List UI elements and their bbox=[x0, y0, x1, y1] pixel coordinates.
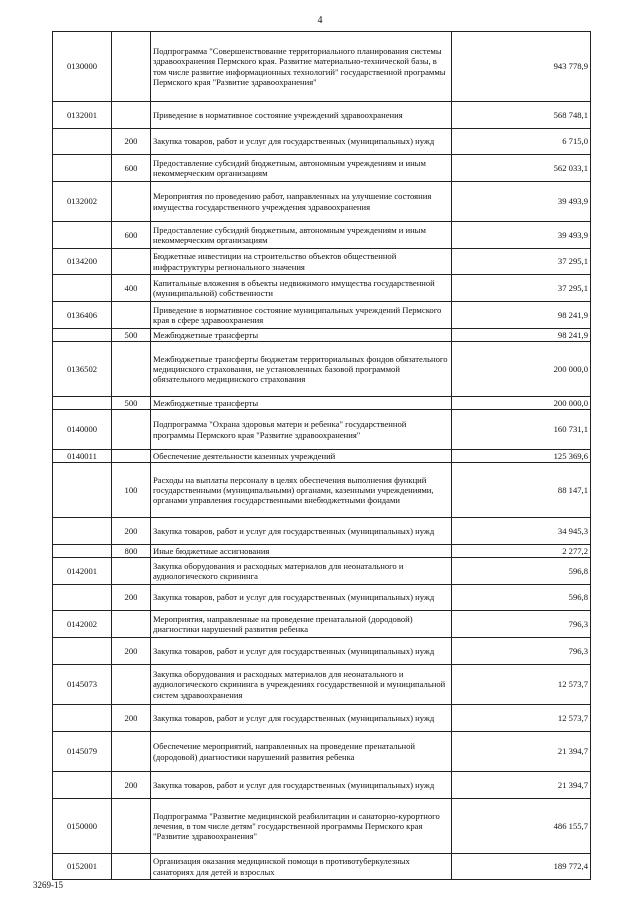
table-row bbox=[53, 705, 591, 732]
row-description-cell: Обеспечение деятельности казенных учреждений bbox=[151, 450, 452, 463]
row-code-cell bbox=[53, 397, 112, 410]
row-description-cell: Приведение в нормативное состояние учреждений здравоохранения bbox=[151, 102, 452, 129]
table-row bbox=[53, 558, 591, 585]
table-row bbox=[53, 611, 591, 638]
row-code-cell bbox=[53, 545, 112, 558]
row-code-cell bbox=[53, 638, 112, 665]
row-code-cell bbox=[53, 129, 112, 155]
row-amount-cell: 562 033,1 bbox=[452, 155, 591, 182]
row-code-cell: 0130000 bbox=[53, 32, 112, 102]
row-expense-type-cell: 200 bbox=[112, 638, 151, 665]
row-description-cell: Бюджетные инвестиции на строительство объектов общественной инфраструктуры регионального значения bbox=[151, 249, 452, 275]
table-row bbox=[53, 275, 591, 302]
row-description-cell: Закупка товаров, работ и услуг для государственных (муниципальных) нужд bbox=[151, 772, 452, 799]
row-expense-type-cell bbox=[112, 182, 151, 222]
page-number: 4 bbox=[317, 15, 323, 26]
row-description-cell: Мероприятия по проведению работ, направленных на улучшение состояния имущества государственного учреждения здравоохранения bbox=[151, 182, 452, 222]
row-code-cell bbox=[53, 518, 112, 545]
row-description-cell: Приведение в нормативное состояние муниципальных учреждений Пермского края в сфере здравоохранения bbox=[151, 302, 452, 329]
row-amount-cell: 88 147,1 bbox=[452, 463, 591, 518]
row-amount-cell: 125 369,6 bbox=[452, 450, 591, 463]
table-row bbox=[53, 410, 591, 450]
row-expense-type-cell: 100 bbox=[112, 463, 151, 518]
row-expense-type-cell bbox=[112, 665, 151, 705]
row-amount-cell: 98 241,9 bbox=[452, 302, 591, 329]
row-description-cell: Закупка товаров, работ и услуг для государственных (муниципальных) нужд bbox=[151, 518, 452, 545]
row-description-cell: Капитальные вложения в объекты недвижимого имущества государственной (муниципальной) собственности bbox=[151, 275, 452, 302]
row-description-cell: Межбюджетные трансферты bbox=[151, 329, 452, 342]
row-amount-cell: 568 748,1 bbox=[452, 102, 591, 129]
row-code-cell: 0145079 bbox=[53, 732, 112, 772]
row-description-cell: Подпрограмма "Совершенствование территориального планирования системы здравоохранения Пермского края. Развитие материально-технической базы, в том числе развитие информационных технологий" государственной программы Пермского края "Развитие здравоохранения" bbox=[151, 32, 452, 102]
row-amount-cell: 37 295,1 bbox=[452, 249, 591, 275]
row-amount-cell: 200 000,0 bbox=[452, 397, 591, 410]
table-row bbox=[53, 397, 591, 410]
row-description-cell: Организация оказания медицинской помощи в противотуберкулезных санаториях для детей и взрослых bbox=[151, 854, 452, 880]
row-amount-cell: 39 493,9 bbox=[452, 182, 591, 222]
row-code-cell: 0145073 bbox=[53, 665, 112, 705]
row-expense-type-cell bbox=[112, 732, 151, 772]
row-expense-type-cell bbox=[112, 558, 151, 585]
row-amount-cell: 21 394,7 bbox=[452, 772, 591, 799]
row-amount-cell: 12 573,7 bbox=[452, 665, 591, 705]
row-amount-cell: 37 295,1 bbox=[452, 275, 591, 302]
table-row bbox=[53, 342, 591, 397]
row-amount-cell: 796,3 bbox=[452, 638, 591, 665]
row-expense-type-cell: 800 bbox=[112, 545, 151, 558]
row-expense-type-cell: 200 bbox=[112, 585, 151, 611]
row-expense-type-cell bbox=[112, 450, 151, 463]
row-code-cell bbox=[53, 585, 112, 611]
row-description-cell: Подпрограмма "Охрана здоровья матери и ребенка" государственной программы Пермского края "Развитие здравоохранения" bbox=[151, 410, 452, 450]
row-description-cell: Иные бюджетные ассигнования bbox=[151, 545, 452, 558]
row-description-cell: Межбюджетные трансферты bbox=[151, 397, 452, 410]
table-row bbox=[53, 249, 591, 275]
row-code-cell bbox=[53, 772, 112, 799]
table-row bbox=[53, 450, 591, 463]
row-code-cell: 0132001 bbox=[53, 102, 112, 129]
row-code-cell bbox=[53, 155, 112, 182]
table-row bbox=[53, 32, 591, 102]
row-description-cell: Мероприятия, направленные на проведение пренатальной (дородовой) диагностики нарушений развития ребенка bbox=[151, 611, 452, 638]
row-code-cell: 0152001 bbox=[53, 854, 112, 880]
row-code-cell bbox=[53, 329, 112, 342]
row-code-cell bbox=[53, 463, 112, 518]
row-expense-type-cell bbox=[112, 342, 151, 397]
row-expense-type-cell bbox=[112, 854, 151, 880]
row-amount-cell: 12 573,7 bbox=[452, 705, 591, 732]
table-row bbox=[53, 463, 591, 518]
row-expense-type-cell bbox=[112, 302, 151, 329]
row-amount-cell: 6 715,0 bbox=[452, 129, 591, 155]
table-row bbox=[53, 302, 591, 329]
row-description-cell: Предоставление субсидий бюджетным, автономным учреждениям и иным некоммерческим организациям bbox=[151, 222, 452, 249]
row-expense-type-cell bbox=[112, 410, 151, 450]
row-expense-type-cell: 500 bbox=[112, 329, 151, 342]
row-expense-type-cell bbox=[112, 611, 151, 638]
budget-table bbox=[52, 31, 591, 880]
row-amount-cell: 98 241,9 bbox=[452, 329, 591, 342]
row-description-cell: Закупка оборудования и расходных материалов для неонатального и аудиологического скрининга в учреждениях государственной и муниципальной систем здравоохранения bbox=[151, 665, 452, 705]
row-expense-type-cell: 600 bbox=[112, 222, 151, 249]
row-description-cell: Закупка оборудования и расходных материалов для неонатального и аудиологического скрининга bbox=[151, 558, 452, 585]
row-amount-cell: 200 000,0 bbox=[452, 342, 591, 397]
row-expense-type-cell bbox=[112, 799, 151, 854]
table-row bbox=[53, 329, 591, 342]
row-amount-cell: 189 772,4 bbox=[452, 854, 591, 880]
table-row bbox=[53, 129, 591, 155]
row-amount-cell: 943 778,9 bbox=[452, 32, 591, 102]
row-code-cell: 0150000 bbox=[53, 799, 112, 854]
row-code-cell: 0140011 bbox=[53, 450, 112, 463]
row-code-cell: 0134200 bbox=[53, 249, 112, 275]
row-code-cell: 0140000 bbox=[53, 410, 112, 450]
row-expense-type-cell: 600 bbox=[112, 155, 151, 182]
table-row bbox=[53, 585, 591, 611]
table-row bbox=[53, 638, 591, 665]
row-code-cell bbox=[53, 275, 112, 302]
row-amount-cell: 34 945,3 bbox=[452, 518, 591, 545]
row-code-cell: 0132002 bbox=[53, 182, 112, 222]
row-expense-type-cell: 400 bbox=[112, 275, 151, 302]
table-row bbox=[53, 799, 591, 854]
row-description-cell: Закупка товаров, работ и услуг для государственных (муниципальных) нужд bbox=[151, 129, 452, 155]
row-expense-type-cell bbox=[112, 102, 151, 129]
row-expense-type-cell: 200 bbox=[112, 129, 151, 155]
row-amount-cell: 2 277,2 bbox=[452, 545, 591, 558]
row-description-cell: Подпрограмма "Развитие медицинской реабилитации и санаторно-курортного лечения, в том числе детям" государственной программы Пермского края "Развитие здравоохранения" bbox=[151, 799, 452, 854]
row-amount-cell: 39 493,9 bbox=[452, 222, 591, 249]
row-amount-cell: 596,8 bbox=[452, 558, 591, 585]
row-code-cell: 0142002 bbox=[53, 611, 112, 638]
table-row bbox=[53, 732, 591, 772]
row-expense-type-cell: 200 bbox=[112, 772, 151, 799]
table-row bbox=[53, 665, 591, 705]
row-description-cell: Обеспечение мероприятий, направленных на проведение пренатальной (дородовой) диагностики нарушений развития ребенка bbox=[151, 732, 452, 772]
row-description-cell: Межбюджетные трансферты бюджетам территориальных фондов обязательного медицинского страхования, не установленных базовой программой обязательного медицинского страхования bbox=[151, 342, 452, 397]
row-description-cell: Закупка товаров, работ и услуг для государственных (муниципальных) нужд bbox=[151, 705, 452, 732]
row-expense-type-cell: 200 bbox=[112, 705, 151, 732]
table-row bbox=[53, 545, 591, 558]
row-description-cell: Закупка товаров, работ и услуг для государственных (муниципальных) нужд bbox=[151, 585, 452, 611]
row-description-cell: Предоставление субсидий бюджетным, автономным учреждениям и иным некоммерческим организациям bbox=[151, 155, 452, 182]
row-code-cell bbox=[53, 222, 112, 249]
row-code-cell: 0142001 bbox=[53, 558, 112, 585]
row-expense-type-cell: 500 bbox=[112, 397, 151, 410]
table-row bbox=[53, 518, 591, 545]
row-amount-cell: 486 155,7 bbox=[452, 799, 591, 854]
row-description-cell: Расходы на выплаты персоналу в целях обеспечения выполнения функций государственными (муниципальными) органами, казенными учреждениями, органами управления государственными внебюджетными фондами bbox=[151, 463, 452, 518]
row-description-cell: Закупка товаров, работ и услуг для государственных (муниципальных) нужд bbox=[151, 638, 452, 665]
row-expense-type-cell: 200 bbox=[112, 518, 151, 545]
row-amount-cell: 596,8 bbox=[452, 585, 591, 611]
row-code-cell: 0136502 bbox=[53, 342, 112, 397]
row-amount-cell: 796,3 bbox=[452, 611, 591, 638]
table-row bbox=[53, 222, 591, 249]
row-amount-cell: 21 394,7 bbox=[452, 732, 591, 772]
row-expense-type-cell bbox=[112, 249, 151, 275]
table-body bbox=[53, 32, 591, 880]
table-row bbox=[53, 102, 591, 129]
table-row bbox=[53, 182, 591, 222]
table-row bbox=[53, 854, 591, 880]
row-expense-type-cell bbox=[112, 32, 151, 102]
row-code-cell: 0136406 bbox=[53, 302, 112, 329]
table-row bbox=[53, 772, 591, 799]
table-row bbox=[53, 155, 591, 182]
row-code-cell bbox=[53, 705, 112, 732]
footer-code: 3269-15 bbox=[33, 880, 63, 890]
row-amount-cell: 160 731,1 bbox=[452, 410, 591, 450]
